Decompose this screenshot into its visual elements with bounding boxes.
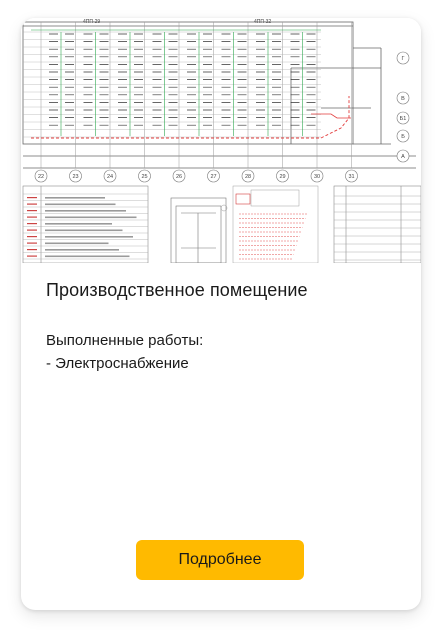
row-label: Б <box>401 134 405 140</box>
axis-label: 27 <box>210 174 217 180</box>
axis-label: 28 <box>244 174 252 180</box>
row-label: В <box>401 96 405 102</box>
axis-label: 24 <box>106 174 114 180</box>
drawing-top-label-2: 4ПП-32 <box>254 19 272 25</box>
axis-label: 30 <box>313 174 321 180</box>
axis-label: 29 <box>279 174 286 180</box>
project-title: Производственное помещение <box>46 280 308 300</box>
works-item: - Электроснабжение <box>46 355 189 372</box>
details-button[interactable]: Подробнее <box>136 540 304 580</box>
drawing-top-label-1: 4ПП-29 <box>83 19 101 25</box>
project-drawing-image <box>21 18 421 263</box>
axis-label: 26 <box>175 174 183 180</box>
floor-plan-drawing <box>21 18 421 263</box>
row-label: Б1 <box>399 116 407 122</box>
project-card <box>21 18 421 610</box>
axis-label: 23 <box>72 174 79 180</box>
axis-label: 22 <box>37 174 45 180</box>
works-heading: Выполненные работы: <box>46 332 204 349</box>
axis-label: 31 <box>348 174 355 180</box>
axis-label: 25 <box>141 174 148 180</box>
row-label: Г <box>401 56 405 62</box>
row-label: А <box>401 154 405 160</box>
works-list <box>46 329 406 375</box>
